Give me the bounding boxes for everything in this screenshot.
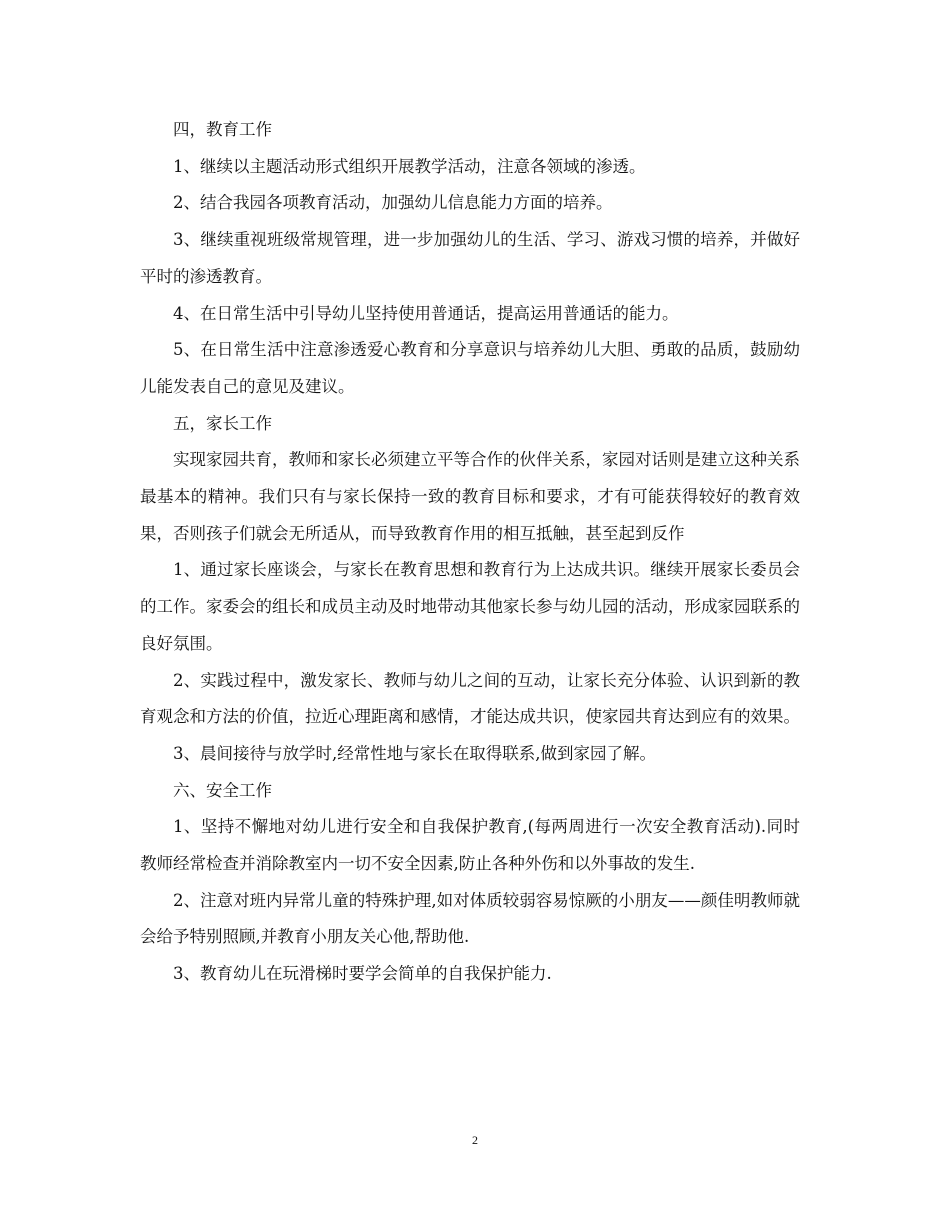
section-heading-parents: 五，家长工作: [173, 413, 272, 433]
document-body: [140, 112, 800, 993]
page-number: 2: [472, 1133, 478, 1147]
paragraph: 2、结合我园各项教育活动，加强幼儿信息能力方面的培养。: [173, 193, 613, 213]
section-heading-safety: 六、安全工作: [173, 780, 272, 800]
paragraph: 1、继续以主题活动形式组织开展教学活动，注意各领域的渗透。: [173, 156, 646, 176]
paragraph: 2、实践过程中，激发家长、教师与幼儿之间的互动，让家长充分体验、认识到新的教育观念和方法的价值，拉近心理距离和感情，才能达成共识，使家园共育达到应有的效果。: [140, 670, 800, 727]
paragraph: 1、坚持不懈地对幼儿进行安全和自我保护教育,(每两周进行一次安全教育活动).同时教师经常检查并消除教室内一切不安全因素,防止各种外伤和以外事故的发生.: [140, 817, 800, 874]
paragraph: 4、在日常生活中引导幼儿坚持使用普通话，提高运用普通话的能力。: [173, 303, 679, 323]
paragraph: 5、在日常生活中注意渗透爱心教育和分享意识与培养幼儿大胆、勇敢的品质，鼓励幼儿能发表自己的意见及建议。: [140, 340, 800, 396]
paragraph: 实现家园共育，教师和家长必须建立平等合作的伙伴关系，家园对话则是建立这种关系最基本的精神。我们只有与家长保持一致的教育目标和要求，才有可能获得较好的教育效果，否则孩子们就会无所适从，而导致教育作用的相互抵触，甚至起到反作: [140, 450, 800, 543]
paragraph: 2、注意对班内异常儿童的特殊护理,如对体质较弱容易惊厥的小朋友——颜佳明教师就会给予特别照顾,并教育小朋友关心他,帮助他.: [140, 890, 800, 947]
paragraph: 3、晨间接待与放学时,经常性地与家长在取得联系,做到家园了解。: [173, 743, 656, 763]
paragraph: 1、通过家长座谈会，与家长在教育思想和教育行为上达成共识。继续开展家长委员会的工作。家委会的组长和成员主动及时地带动其他家长参与幼儿园的活动，形成家园联系的良好氛围。: [140, 560, 800, 653]
section-heading-education: 四，教育工作: [173, 120, 272, 139]
paragraph: 3、继续重视班级常规管理，进一步加强幼儿的生活、学习、游戏习惯的培养，并做好平时的渗透教育。: [140, 230, 800, 286]
paragraph: 3、教育幼儿在玩滑梯时要学会简单的自我保护能力.: [173, 964, 552, 984]
